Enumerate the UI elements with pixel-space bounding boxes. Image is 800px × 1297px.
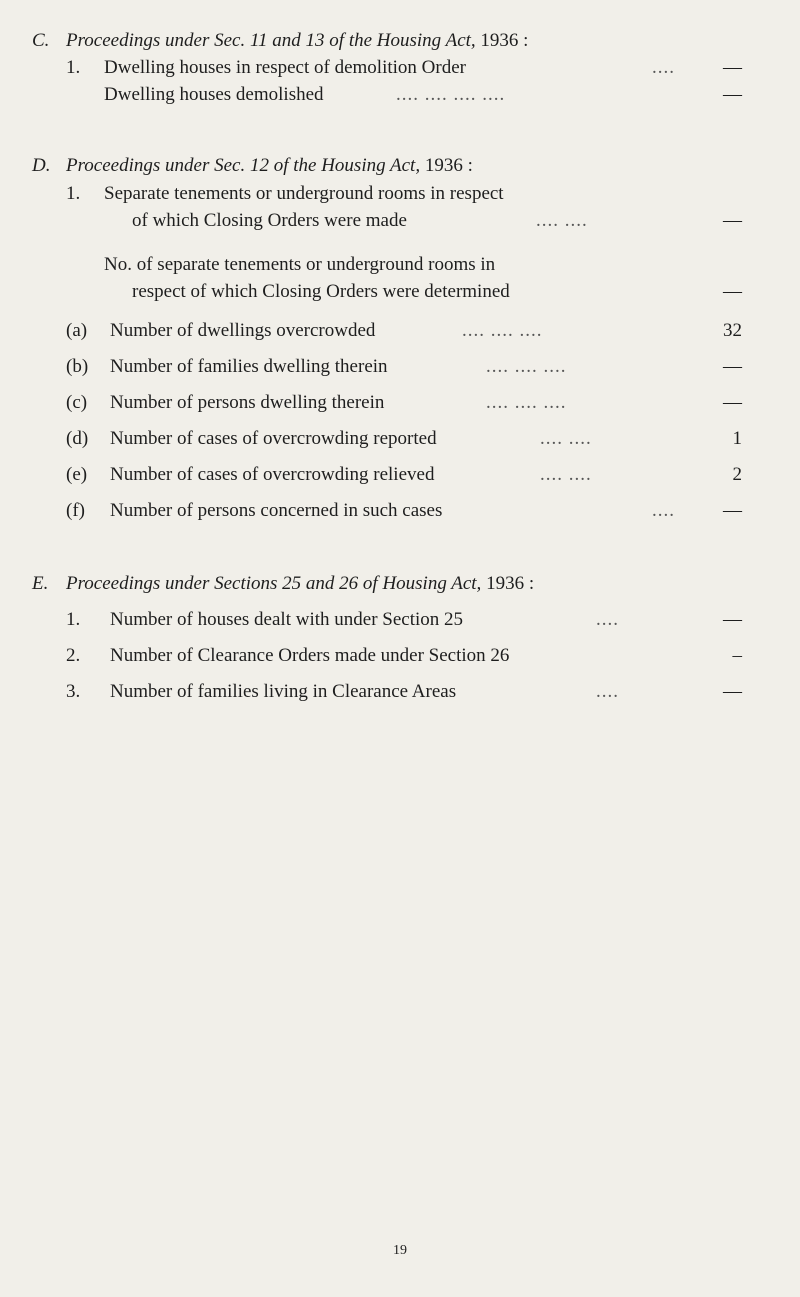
row-number: 1. <box>66 57 81 78</box>
section-c-row-1 <box>0 57 800 83</box>
row-dots: .... .... .... <box>486 392 567 413</box>
row-dots: .... <box>652 57 675 78</box>
row-number: 2. <box>66 645 81 666</box>
page-number: 19 <box>393 1243 407 1258</box>
section-e-row-1 <box>0 609 800 635</box>
row-dots: .... <box>596 609 619 630</box>
row-value: — <box>723 356 742 377</box>
section-c-title: Proceedings under Sec. 11 and 13 of the Housing Act, <box>66 30 476 51</box>
section-e-letter: E. <box>32 573 49 594</box>
row-text: Number of families dwelling therein <box>110 356 388 377</box>
section-d-item-2-line-2 <box>0 281 800 307</box>
row-value: — <box>723 84 742 105</box>
row-number: 1. <box>66 183 81 204</box>
row-value: 2 <box>732 464 742 485</box>
row-dots: .... .... .... .... <box>396 84 506 105</box>
row-label: (c) <box>66 392 88 413</box>
row-value: — <box>723 392 742 413</box>
section-c-row-2 <box>0 84 800 110</box>
section-d-sub-c <box>0 392 800 418</box>
section-e-heading <box>32 573 534 595</box>
row-text: Number of persons concerned in such cases <box>110 500 443 521</box>
section-d-item-1-line-2 <box>0 210 800 236</box>
section-d-year: 1936 : <box>424 155 473 176</box>
row-number: 3. <box>66 681 81 702</box>
row-text: No. of separate tenements or underground rooms in <box>104 254 496 275</box>
row-label: (e) <box>66 464 88 485</box>
section-d-sub-f <box>0 500 800 526</box>
row-value: — <box>723 210 742 231</box>
row-dots: .... .... .... <box>462 320 543 341</box>
row-label: (a) <box>66 320 88 341</box>
section-c-heading <box>32 30 528 52</box>
row-text: Number of cases of overcrowding relieved <box>110 464 435 485</box>
section-e-title: Proceedings under Sections 25 and 26 of Housing Act, <box>66 573 482 594</box>
row-dots: .... .... <box>540 464 592 485</box>
section-e-row-2 <box>0 645 800 671</box>
row-dots: .... <box>652 500 675 521</box>
section-e-year: 1936 : <box>486 573 535 594</box>
row-label: (b) <box>66 356 89 377</box>
section-d-item-2-line-1 <box>0 254 800 280</box>
row-text: Number of houses dealt with under Section 25 <box>110 609 464 630</box>
row-text: Number of families living in Clearance Areas <box>110 681 457 702</box>
row-dots: .... .... <box>540 428 592 449</box>
row-value: — <box>723 609 742 630</box>
section-d-item-1-line-1 <box>0 183 800 209</box>
row-text: Dwelling houses in respect of demolition Order <box>104 57 466 78</box>
row-text: Dwelling houses demolished <box>104 84 324 105</box>
section-d-heading <box>32 155 473 177</box>
row-text: Number of persons dwelling therein <box>110 392 385 413</box>
section-d-title: Proceedings under Sec. 12 of the Housing Act, <box>66 155 421 176</box>
row-value: 1 <box>732 428 742 449</box>
row-value: 32 <box>723 320 742 341</box>
row-text: Number of dwellings overcrowded <box>110 320 376 341</box>
row-number: 1. <box>66 609 81 630</box>
row-text: of which Closing Orders were made <box>132 210 407 231</box>
section-c-year: 1936 : <box>480 30 529 51</box>
row-value: — <box>723 681 742 702</box>
row-text: Separate tenements or underground rooms in respect <box>104 183 504 204</box>
row-value: — <box>723 281 742 302</box>
row-text: Number of Clearance Orders made under Section 26 <box>110 645 510 666</box>
section-e-row-3 <box>0 681 800 707</box>
section-d-letter: D. <box>32 155 51 176</box>
row-label: (d) <box>66 428 89 449</box>
row-dots: .... <box>596 681 619 702</box>
section-d-sub-b <box>0 356 800 382</box>
section-d-sub-e <box>0 464 800 490</box>
row-dots: .... .... .... <box>486 356 567 377</box>
row-text: Number of cases of overcrowding reported <box>110 428 437 449</box>
section-d-sub-a <box>0 320 800 346</box>
row-value: — <box>723 57 742 78</box>
row-dots: .... .... <box>536 210 588 231</box>
section-d-sub-d <box>0 428 800 454</box>
row-value: — <box>723 500 742 521</box>
row-label: (f) <box>66 500 85 521</box>
row-value: – <box>732 645 742 666</box>
section-c-letter: C. <box>32 30 50 51</box>
row-text: respect of which Closing Orders were determined <box>132 281 510 302</box>
